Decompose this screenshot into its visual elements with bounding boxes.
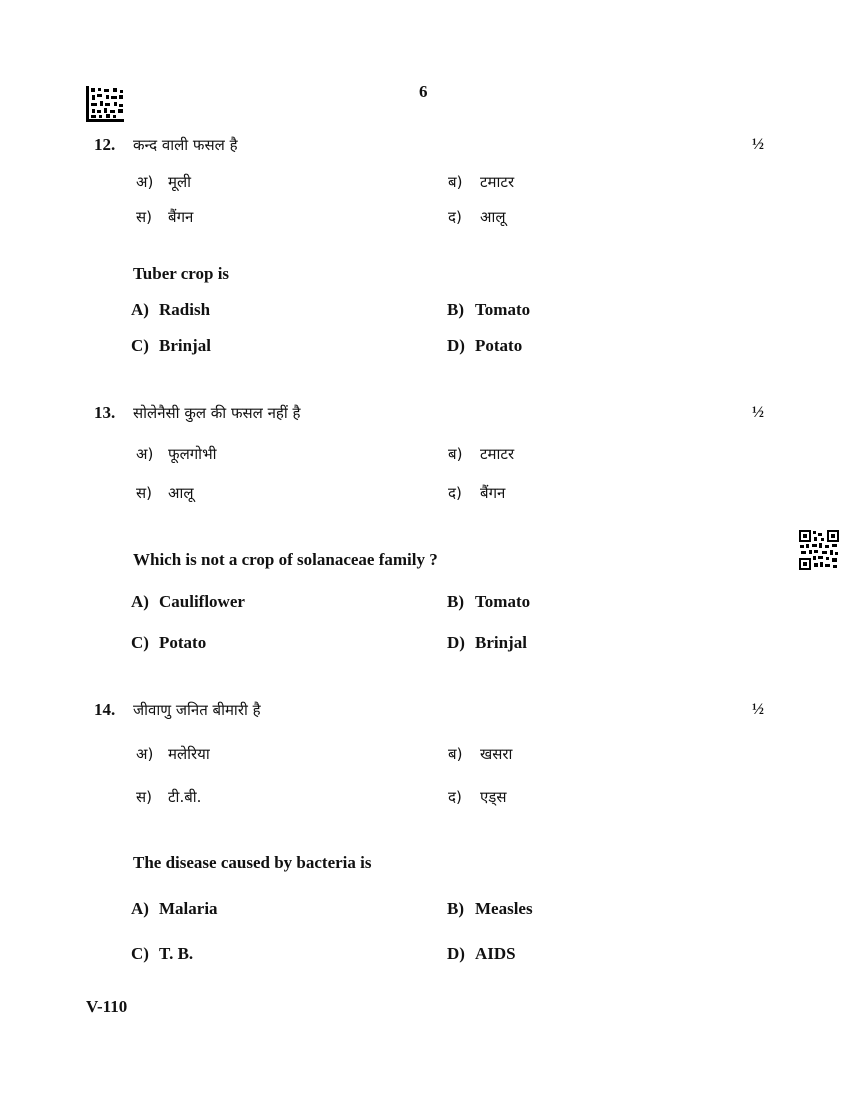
option-label: द): [448, 788, 462, 806]
question-12-english-text: Tuber crop is: [133, 264, 230, 283]
question-12-marks: ½: [752, 136, 764, 153]
option-label: ब): [448, 745, 463, 763]
option-label: B): [447, 592, 464, 611]
question-13-english-text: Which is not a crop of solanaceae family ?: [133, 550, 438, 569]
option-label: D): [447, 336, 465, 355]
question-12-hindi-option-c: [136, 207, 193, 227]
option-text: बैंगन: [168, 208, 194, 226]
question-14-marks: ½: [752, 701, 764, 718]
question-13-english-option-c: [131, 633, 206, 653]
question-13-english-option-a: [131, 592, 245, 612]
page-number: 6: [419, 82, 428, 101]
option-text: Cauliflower: [159, 592, 245, 611]
option-label: स): [136, 208, 152, 226]
option-label: C): [131, 336, 149, 355]
option-label: अ): [136, 745, 154, 763]
option-label: अ): [136, 445, 154, 463]
option-text: Radish: [159, 300, 211, 319]
option-label: D): [447, 944, 465, 963]
question-14-number: 14.: [94, 700, 116, 719]
option-label: C): [131, 944, 149, 963]
option-text: आलू: [168, 484, 194, 502]
question-14-english-option-d: [447, 944, 516, 964]
question-14-hindi-option-c: [136, 787, 201, 807]
option-text: एड्स: [480, 788, 507, 806]
option-label: द): [448, 484, 462, 502]
question-12-hindi-option-a: [136, 172, 191, 192]
question-12-number: 12.: [94, 135, 116, 154]
option-text: Measles: [475, 899, 533, 918]
option-label: ब): [448, 173, 463, 191]
question-12-english-option-a: [131, 300, 210, 320]
question-12-hindi-option-d: [448, 207, 506, 227]
option-label: A): [131, 899, 149, 918]
option-text: AIDS: [475, 944, 516, 963]
option-label: A): [131, 592, 149, 611]
question-13-hindi-option-a: [136, 444, 217, 464]
question-14-hindi-option-a: [136, 744, 210, 764]
question-14-english-option-b: [447, 899, 533, 919]
question-14-english-option-c: [131, 944, 193, 964]
question-13-hindi-option-b: [448, 444, 514, 464]
question-14-english-text: The disease caused by bacteria is: [133, 853, 372, 872]
option-text: मूली: [168, 173, 192, 191]
option-text: Potato: [159, 633, 207, 652]
option-text: Tomato: [475, 300, 531, 319]
question-13-english-option-d: [447, 633, 527, 653]
option-text: मलेरिया: [168, 745, 210, 763]
question-12-english-option-d: [447, 336, 522, 356]
paper-code: V-110: [86, 997, 128, 1016]
option-label: B): [447, 899, 464, 918]
option-text: बैंगन: [480, 484, 506, 502]
option-label: स): [136, 484, 152, 502]
option-text: टी.बी.: [168, 788, 202, 806]
option-text: T. B.: [159, 944, 194, 963]
question-12-hindi-text: कन्द वाली फसल है: [133, 136, 238, 154]
qr-code-icon: [799, 530, 839, 570]
question-14-hindi-text: जीवाणु जनित बीमारी है: [133, 701, 261, 719]
option-label: B): [447, 300, 464, 319]
option-label: द): [448, 208, 462, 226]
option-text: Potato: [475, 336, 523, 355]
question-14-hindi-option-d: [448, 787, 506, 807]
option-text: Brinjal: [159, 336, 211, 355]
question-13-number: 13.: [94, 403, 116, 422]
option-text: खसरा: [480, 745, 513, 763]
option-text: आलू: [480, 208, 506, 226]
option-label: स): [136, 788, 152, 806]
option-label: ब): [448, 445, 463, 463]
question-14-english-option-a: [131, 899, 218, 919]
question-13-hindi-option-c: [136, 483, 194, 503]
question-12-english-option-b: [447, 300, 530, 320]
option-label: अ): [136, 173, 154, 191]
option-text: Tomato: [475, 592, 531, 611]
question-13-hindi-option-d: [448, 483, 505, 503]
option-text: Malaria: [159, 899, 218, 918]
question-12-english-option-c: [131, 336, 211, 356]
question-14-hindi-option-b: [448, 744, 512, 764]
datamatrix-code-icon: [86, 86, 124, 122]
question-13-hindi-text: सोलेनैसी कुल की फसल नहीं है: [133, 404, 301, 422]
option-text: फूलगोभी: [168, 445, 217, 463]
option-text: टमाटर: [480, 445, 515, 463]
question-13-marks: ½: [752, 404, 764, 421]
option-text: Brinjal: [475, 633, 527, 652]
option-label: C): [131, 633, 149, 652]
question-13-english-option-b: [447, 592, 530, 612]
question-12-hindi-option-b: [448, 172, 514, 192]
option-label: D): [447, 633, 465, 652]
option-text: टमाटर: [480, 173, 515, 191]
option-label: A): [131, 300, 149, 319]
